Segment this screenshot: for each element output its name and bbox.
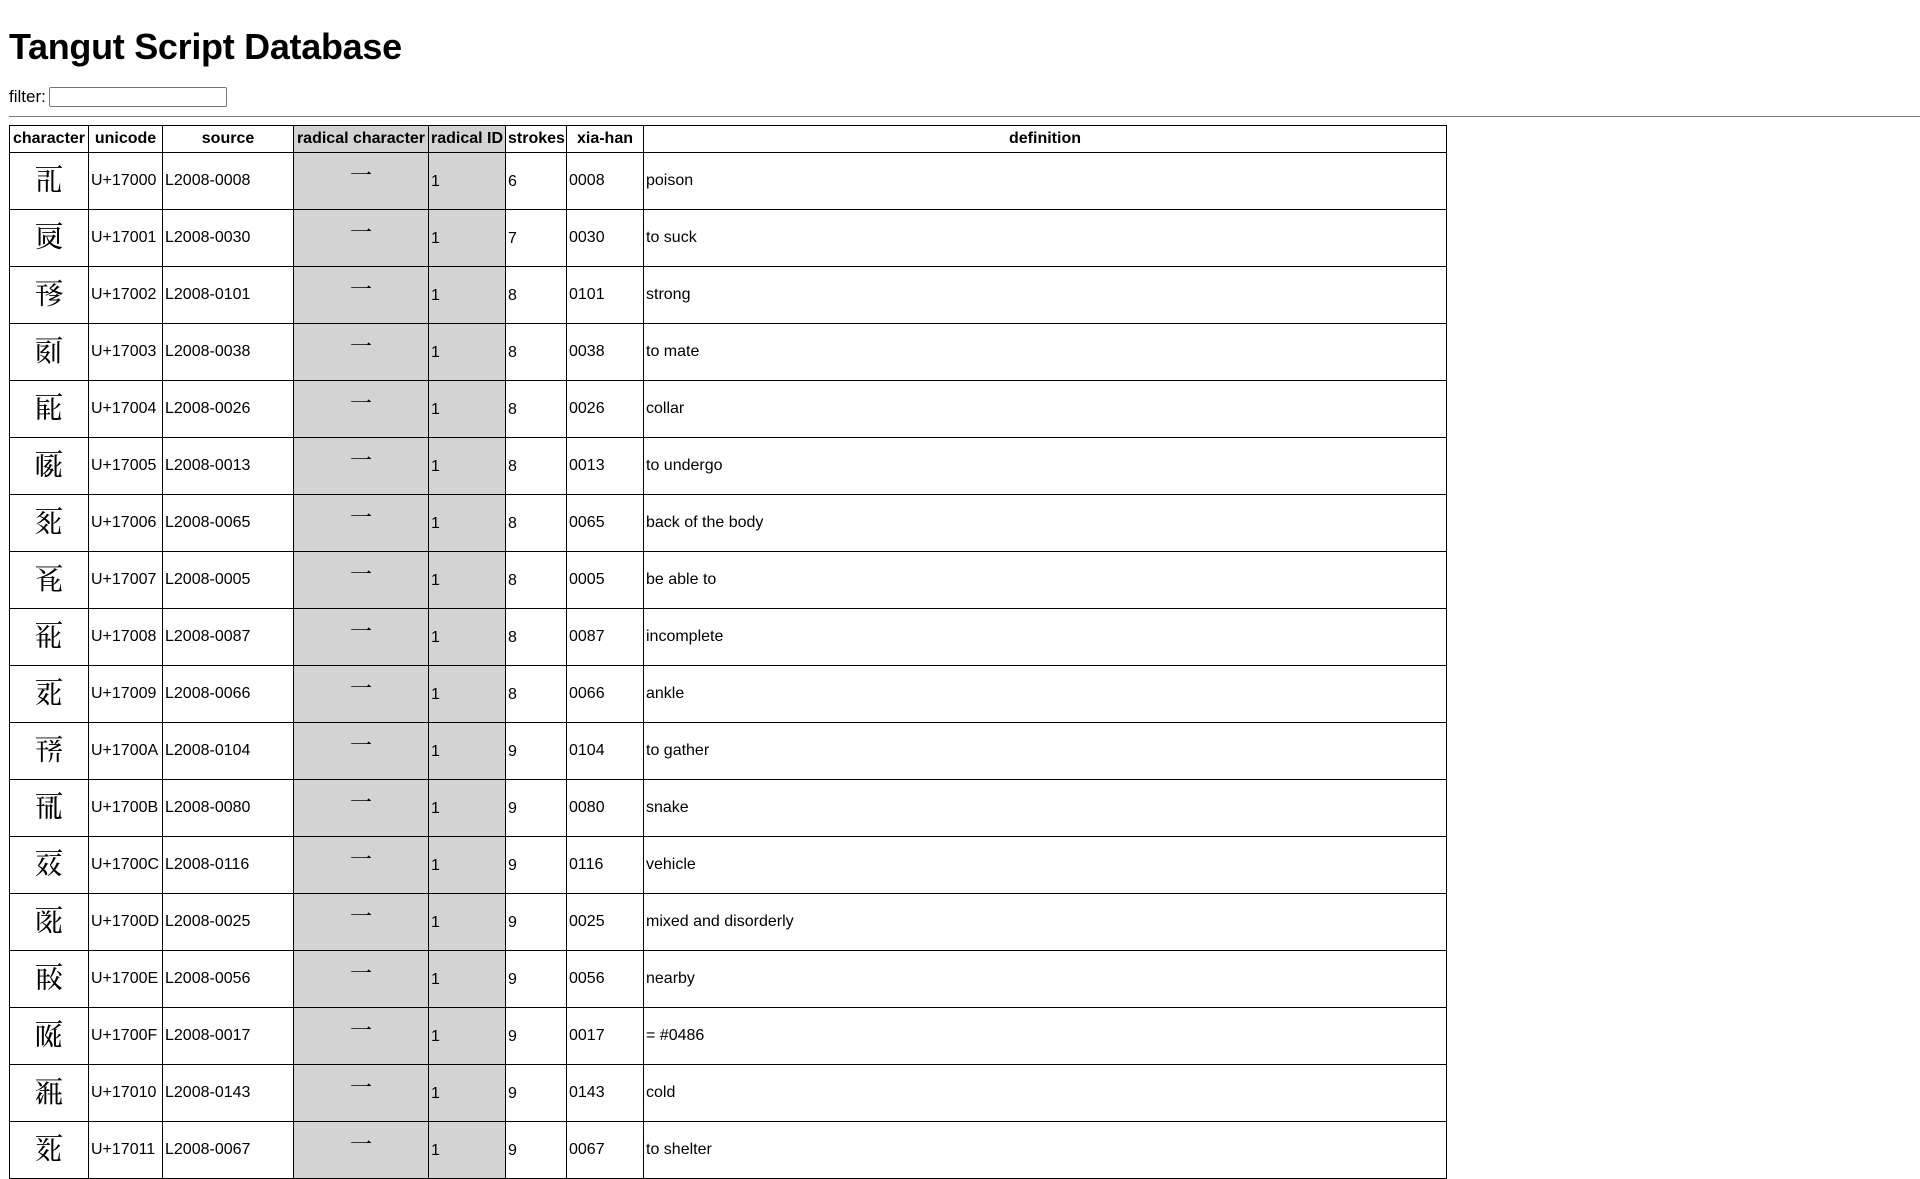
cell-strokes: 9 xyxy=(506,1122,567,1179)
cell-character: 𗀁 xyxy=(10,210,89,267)
cell-strokes: 8 xyxy=(506,666,567,723)
cell-character: 𗀐 xyxy=(10,1065,89,1122)
cell-source: L2008-0013 xyxy=(163,438,294,495)
cell-strokes: 9 xyxy=(506,723,567,780)
table-row xyxy=(10,894,1447,951)
cell-character: 𗀂 xyxy=(10,267,89,324)
cell-radical-character: 一 xyxy=(294,609,429,666)
table-row xyxy=(10,153,1447,210)
cell-xia-han: 0038 xyxy=(567,324,644,381)
cell-character: 𗀍 xyxy=(10,894,89,951)
cell-character: 𗀌 xyxy=(10,837,89,894)
cell-definition: back of the body xyxy=(644,495,1447,552)
cell-definition: nearby xyxy=(644,951,1447,1008)
cell-source: L2008-0080 xyxy=(163,780,294,837)
cell-unicode: U+17011 xyxy=(89,1122,163,1179)
header-xia-han[interactable]: xia-han xyxy=(567,126,644,153)
cell-unicode: U+1700D xyxy=(89,894,163,951)
cell-strokes: 8 xyxy=(506,267,567,324)
cell-xia-han: 0013 xyxy=(567,438,644,495)
cell-radical-id: 1 xyxy=(429,210,506,267)
cell-source: L2008-0066 xyxy=(163,666,294,723)
header-character[interactable]: character xyxy=(10,126,89,153)
cell-source: L2008-0104 xyxy=(163,723,294,780)
cell-xia-han: 0104 xyxy=(567,723,644,780)
cell-xia-han: 0065 xyxy=(567,495,644,552)
cell-source: L2008-0101 xyxy=(163,267,294,324)
cell-character: 𗀆 xyxy=(10,495,89,552)
cell-radical-character: 一 xyxy=(294,1122,429,1179)
cell-strokes: 9 xyxy=(506,894,567,951)
tangut-table xyxy=(9,125,1447,1179)
table-row xyxy=(10,723,1447,780)
cell-source: L2008-0008 xyxy=(163,153,294,210)
cell-definition: = #0486 xyxy=(644,1008,1447,1065)
cell-radical-character: 一 xyxy=(294,837,429,894)
cell-radical-character: 一 xyxy=(294,552,429,609)
cell-source: L2008-0025 xyxy=(163,894,294,951)
cell-xia-han: 0066 xyxy=(567,666,644,723)
table-row xyxy=(10,1008,1447,1065)
cell-radical-id: 1 xyxy=(429,951,506,1008)
header-unicode[interactable]: unicode xyxy=(89,126,163,153)
cell-unicode: U+17006 xyxy=(89,495,163,552)
cell-radical-id: 1 xyxy=(429,1008,506,1065)
cell-xia-han: 0067 xyxy=(567,1122,644,1179)
cell-definition: to mate xyxy=(644,324,1447,381)
cell-radical-id: 1 xyxy=(429,1065,506,1122)
cell-unicode: U+1700B xyxy=(89,780,163,837)
cell-strokes: 6 xyxy=(506,153,567,210)
cell-radical-id: 1 xyxy=(429,609,506,666)
cell-source: L2008-0087 xyxy=(163,609,294,666)
table-row xyxy=(10,381,1447,438)
cell-radical-id: 1 xyxy=(429,666,506,723)
header-radical-character[interactable]: radical character xyxy=(294,126,429,153)
cell-source: L2008-0116 xyxy=(163,837,294,894)
table-header-row xyxy=(10,126,1447,153)
table-row xyxy=(10,210,1447,267)
cell-strokes: 8 xyxy=(506,552,567,609)
cell-radical-id: 1 xyxy=(429,780,506,837)
cell-strokes: 8 xyxy=(506,609,567,666)
cell-character: 𗀎 xyxy=(10,951,89,1008)
cell-radical-character: 一 xyxy=(294,1008,429,1065)
cell-character: 𗀄 xyxy=(10,381,89,438)
cell-radical-character: 一 xyxy=(294,666,429,723)
cell-strokes: 8 xyxy=(506,495,567,552)
cell-radical-id: 1 xyxy=(429,894,506,951)
page-title: Tangut Script Database xyxy=(9,26,402,67)
cell-radical-character: 一 xyxy=(294,894,429,951)
cell-unicode: U+1700A xyxy=(89,723,163,780)
cell-radical-character: 一 xyxy=(294,951,429,1008)
cell-radical-id: 1 xyxy=(429,552,506,609)
cell-xia-han: 0143 xyxy=(567,1065,644,1122)
cell-source: L2008-0067 xyxy=(163,1122,294,1179)
cell-xia-han: 0017 xyxy=(567,1008,644,1065)
cell-xia-han: 0005 xyxy=(567,552,644,609)
header-strokes[interactable]: strokes xyxy=(506,126,567,153)
table-row xyxy=(10,666,1447,723)
cell-strokes: 7 xyxy=(506,210,567,267)
cell-character: 𗀇 xyxy=(10,552,89,609)
cell-character: 𗀊 xyxy=(10,723,89,780)
cell-radical-character: 一 xyxy=(294,267,429,324)
table-body xyxy=(10,153,1447,1179)
filter-label: filter: xyxy=(9,87,46,106)
table-row xyxy=(10,267,1447,324)
cell-definition: cold xyxy=(644,1065,1447,1122)
table-row xyxy=(10,324,1447,381)
cell-radical-character: 一 xyxy=(294,495,429,552)
divider xyxy=(9,116,1920,117)
cell-definition: to undergo xyxy=(644,438,1447,495)
cell-character: 𗀀 xyxy=(10,153,89,210)
cell-definition: incomplete xyxy=(644,609,1447,666)
cell-strokes: 8 xyxy=(506,438,567,495)
cell-unicode: U+1700E xyxy=(89,951,163,1008)
header-source[interactable]: source xyxy=(163,126,294,153)
filter-bar xyxy=(9,84,1920,110)
cell-character: 𗀈 xyxy=(10,609,89,666)
cell-definition: strong xyxy=(644,267,1447,324)
cell-source: L2008-0030 xyxy=(163,210,294,267)
cell-unicode: U+1700C xyxy=(89,837,163,894)
cell-unicode: U+17001 xyxy=(89,210,163,267)
table-row xyxy=(10,1122,1447,1179)
cell-source: L2008-0143 xyxy=(163,1065,294,1122)
cell-definition: mixed and disorderly xyxy=(644,894,1447,951)
cell-strokes: 9 xyxy=(506,1065,567,1122)
cell-radical-character: 一 xyxy=(294,780,429,837)
table-row xyxy=(10,609,1447,666)
table-row xyxy=(10,438,1447,495)
header-definition[interactable]: definition xyxy=(644,126,1447,153)
cell-radical-character: 一 xyxy=(294,210,429,267)
cell-strokes: 8 xyxy=(506,381,567,438)
filter-input[interactable] xyxy=(49,87,227,107)
cell-character: 𗀑 xyxy=(10,1122,89,1179)
cell-radical-id: 1 xyxy=(429,837,506,894)
cell-unicode: U+17005 xyxy=(89,438,163,495)
cell-source: L2008-0065 xyxy=(163,495,294,552)
cell-radical-character: 一 xyxy=(294,153,429,210)
cell-strokes: 9 xyxy=(506,951,567,1008)
cell-unicode: U+17000 xyxy=(89,153,163,210)
cell-definition: poison xyxy=(644,153,1447,210)
cell-unicode: U+17004 xyxy=(89,381,163,438)
header-radical-id[interactable]: radical ID xyxy=(429,126,506,153)
table-row xyxy=(10,552,1447,609)
cell-definition: to suck xyxy=(644,210,1447,267)
cell-unicode: U+17002 xyxy=(89,267,163,324)
cell-radical-character: 一 xyxy=(294,1065,429,1122)
cell-radical-id: 1 xyxy=(429,495,506,552)
cell-radical-id: 1 xyxy=(429,381,506,438)
cell-strokes: 9 xyxy=(506,1008,567,1065)
cell-radical-id: 1 xyxy=(429,267,506,324)
cell-radical-character: 一 xyxy=(294,438,429,495)
cell-definition: snake xyxy=(644,780,1447,837)
cell-source: L2008-0017 xyxy=(163,1008,294,1065)
cell-xia-han: 0008 xyxy=(567,153,644,210)
cell-unicode: U+17008 xyxy=(89,609,163,666)
cell-definition: ankle xyxy=(644,666,1447,723)
cell-xia-han: 0080 xyxy=(567,780,644,837)
table-row xyxy=(10,495,1447,552)
cell-xia-han: 0030 xyxy=(567,210,644,267)
table-row xyxy=(10,780,1447,837)
table-row xyxy=(10,837,1447,894)
cell-unicode: U+17003 xyxy=(89,324,163,381)
cell-source: L2008-0038 xyxy=(163,324,294,381)
cell-radical-character: 一 xyxy=(294,723,429,780)
cell-strokes: 9 xyxy=(506,780,567,837)
cell-radical-id: 1 xyxy=(429,153,506,210)
table-row xyxy=(10,951,1447,1008)
cell-source: L2008-0056 xyxy=(163,951,294,1008)
cell-xia-han: 0087 xyxy=(567,609,644,666)
cell-strokes: 8 xyxy=(506,324,567,381)
table-row xyxy=(10,1065,1447,1122)
cell-radical-id: 1 xyxy=(429,438,506,495)
cell-xia-han: 0025 xyxy=(567,894,644,951)
cell-radical-character: 一 xyxy=(294,381,429,438)
cell-radical-id: 1 xyxy=(429,723,506,780)
cell-unicode: U+17007 xyxy=(89,552,163,609)
cell-xia-han: 0101 xyxy=(567,267,644,324)
cell-definition: collar xyxy=(644,381,1447,438)
cell-definition: be able to xyxy=(644,552,1447,609)
cell-definition: to shelter xyxy=(644,1122,1447,1179)
cell-character: 𗀅 xyxy=(10,438,89,495)
cell-definition: to gather xyxy=(644,723,1447,780)
cell-radical-character: 一 xyxy=(294,324,429,381)
cell-definition: vehicle xyxy=(644,837,1447,894)
cell-character: 𗀏 xyxy=(10,1008,89,1065)
cell-xia-han: 0026 xyxy=(567,381,644,438)
cell-character: 𗀋 xyxy=(10,780,89,837)
cell-xia-han: 0116 xyxy=(567,837,644,894)
cell-unicode: U+17010 xyxy=(89,1065,163,1122)
cell-strokes: 9 xyxy=(506,837,567,894)
cell-source: L2008-0005 xyxy=(163,552,294,609)
cell-unicode: U+17009 xyxy=(89,666,163,723)
cell-source: L2008-0026 xyxy=(163,381,294,438)
cell-radical-id: 1 xyxy=(429,1122,506,1179)
cell-character: 𗀃 xyxy=(10,324,89,381)
cell-radical-id: 1 xyxy=(429,324,506,381)
cell-xia-han: 0056 xyxy=(567,951,644,1008)
cell-unicode: U+1700F xyxy=(89,1008,163,1065)
cell-character: 𗀉 xyxy=(10,666,89,723)
